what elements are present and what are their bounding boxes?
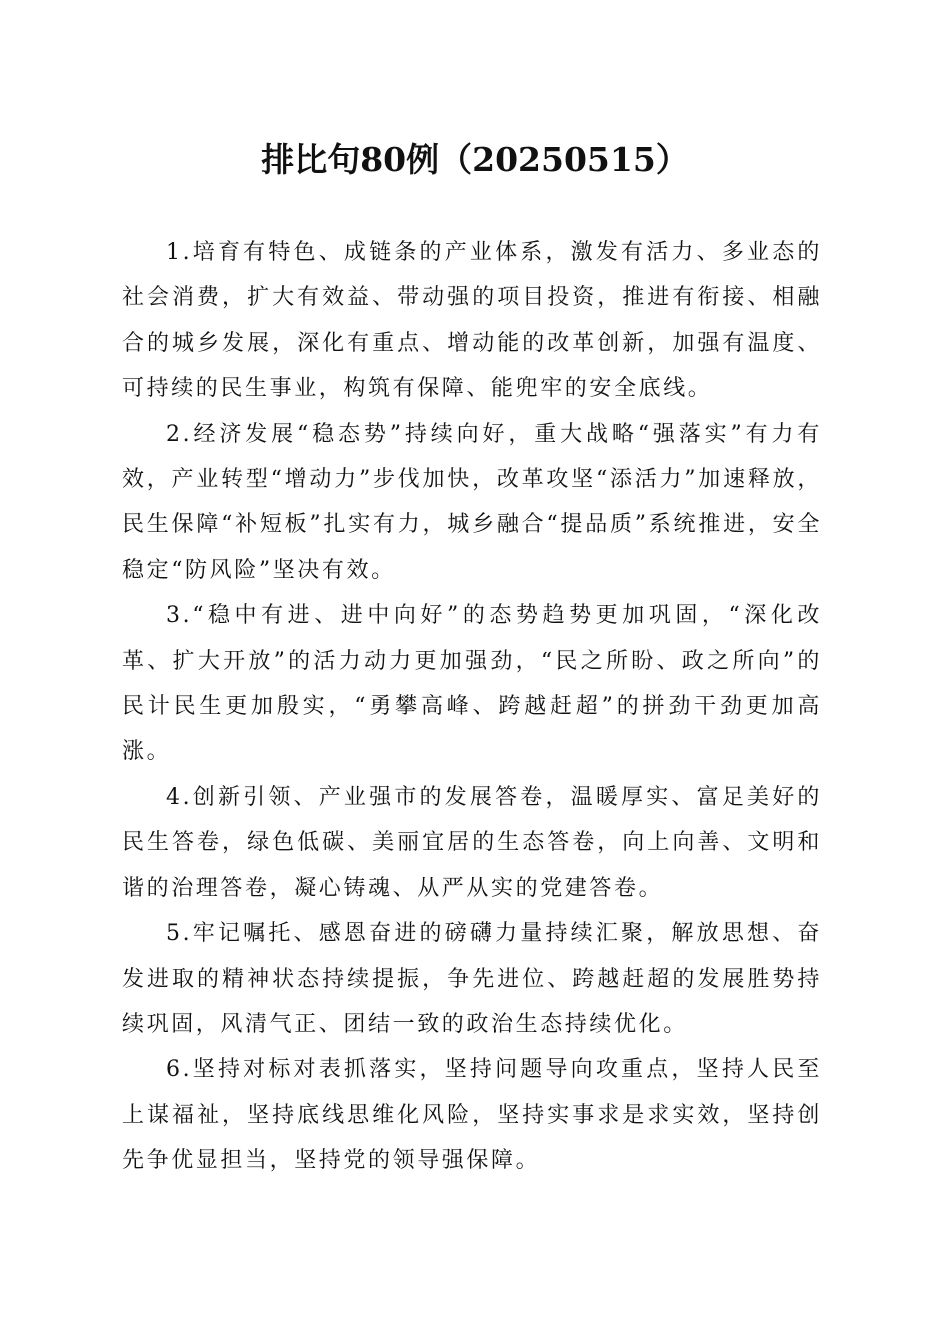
document-title: 排比句80例（20250515） (261, 140, 689, 179)
document-body (122, 230, 822, 1184)
paragraph-3: 3.“稳中有进、进中向好”的态势趋势更加巩固，“深化改革、扩大开放”的活力动力更加强劲，“民之所盼、政之所向”的民计民生更加殷实，“勇攀高峰、跨越赶超”的拼劲干劲更加高涨。 (122, 603, 822, 765)
paragraph-6: 6.坚持对标对表抓落实，坚持问题导向攻重点，坚持人民至上谋福祉，坚持底线思维化风险，坚持实事求是求实效，坚持创先争优显担当，坚持党的领导强保障。 (122, 1057, 822, 1174)
paragraph-5: 5.牢记嘱托、感恩奋进的磅礴力量持续汇聚，解放思想、奋发进取的精神状态持续提振，争先进位、跨越赶超的发展胜势持续巩固，风清气正、团结一致的政治生态持续优化。 (122, 921, 822, 1037)
paragraph-2: 2.经济发展“稳态势”持续向好，重大战略“强落实”有力有效，产业转型“增动力”步伐加快，改革攻坚“添活力”加速释放，民生保障“补短板”扎实有力，城乡融合“提品质”系统推进，安全稳定“防风险”坚决有效。 (122, 421, 822, 583)
paragraph-4: 4.创新引领、产业强市的发展答卷，温暖厚实、富足美好的民生答卷，绿色低碳、美丽宜居的生态答卷，向上向善、文明和谐的治理答卷，凝心铸魂、从严从实的党建答卷。 (122, 784, 822, 901)
paragraph-1: 1.培育有特色、成链条的产业体系，激发有活力、多业态的社会消费，扩大有效益、带动强的项目投资，推进有衔接、相融合的城乡发展，深化有重点、增动能的改革创新，加强有温度、可持续的民生事业，构筑有保障、能兜牢的安全底线。 (122, 240, 822, 402)
